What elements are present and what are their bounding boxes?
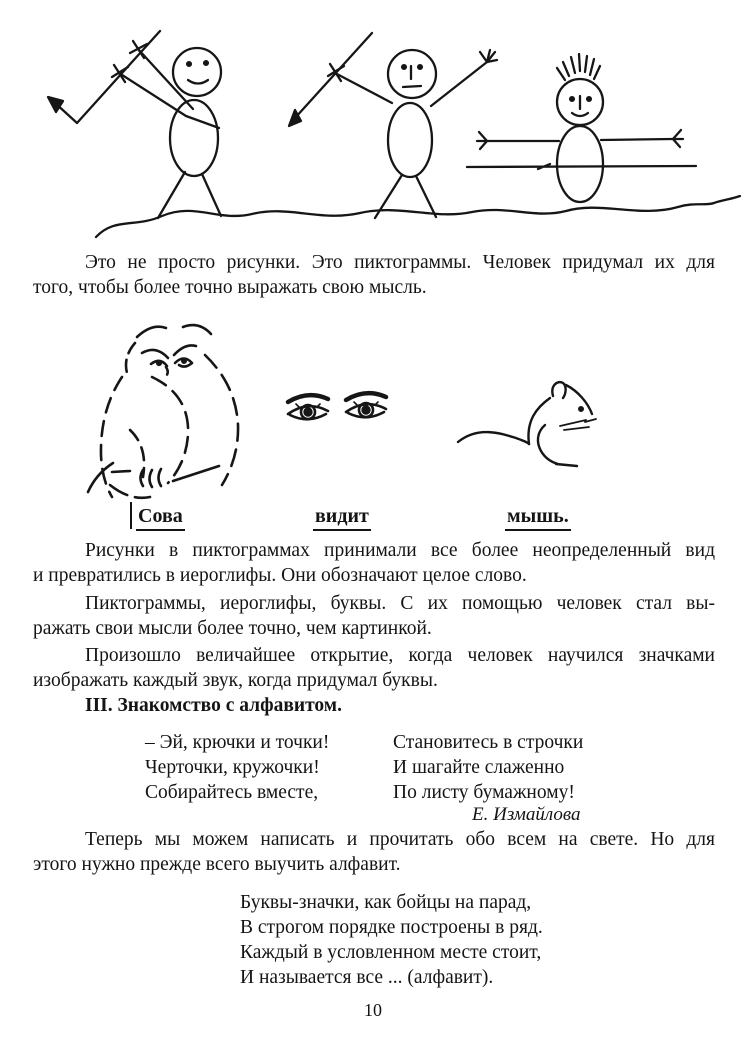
poem-1-left-column (145, 730, 329, 805)
paragraph-1 (33, 250, 715, 300)
text-line: Пиктограммы, иероглифы, буквы. С их помощью человек стал вы- (85, 593, 715, 614)
poem-2 (240, 890, 543, 990)
paragraph-2 (33, 538, 715, 588)
poem-line: Собирайтесь вместе, (145, 782, 319, 803)
poem-line: В строгом порядке построены в ряд. (240, 917, 543, 938)
person-throwing-spear (289, 33, 497, 218)
text-line: Теперь мы можем написать и прочитать обо всем на свете. Но для (85, 829, 715, 850)
poem-line: Буквы-значки, как бойцы на парад, (240, 892, 532, 913)
poem-1 (0, 730, 746, 830)
text-line: Рисунки в пиктограммах принимали все более неопределенный вид (85, 540, 715, 561)
poem-line: По листу бумажному! (393, 782, 575, 803)
mouse-drawing (458, 382, 596, 466)
section-heading: III. Знакомство с алфавитом. (85, 695, 342, 716)
paragraph-4 (33, 643, 715, 693)
text-line: и превратились в иероглифы. Они обозначают целое слово. (33, 565, 527, 586)
poem-line: Каждый в условленном месте стоит, (240, 942, 542, 963)
paragraph-3 (33, 591, 715, 641)
text-line: изображать каждый звук, когда придумал буквы. (33, 670, 438, 691)
poem-line: И шагайте слаженно (393, 757, 565, 778)
text-line: Произошло величайшее открытие, когда человек научился значками (85, 645, 715, 666)
text-line: того, чтобы более точно выражать свою мысль. (33, 277, 427, 298)
text-line: ражать свои мысли более точно, чем картинкой. (33, 618, 432, 639)
poem-line: Становитесь в строчки (393, 732, 584, 753)
pictogram-people-drawing (0, 0, 746, 250)
owl-eyes-mouse-drawing (0, 315, 746, 515)
owl-drawing (88, 325, 238, 498)
caption-sees: видит (313, 505, 371, 531)
page-number: 10 (364, 1000, 382, 1020)
paragraph-5 (33, 827, 715, 877)
poem-line: – Эй, крючки и точки! (145, 732, 330, 753)
text-line: этого нужно прежде всего выучить алфавит. (33, 854, 401, 875)
poem-author: Е. Измайлова (472, 804, 581, 825)
caption-mouse: мышь. (505, 505, 571, 531)
person-with-arms-outstretched (467, 54, 696, 202)
poem-line: И называется все ... (алфавит). (240, 967, 494, 988)
poem-line: Черточки, кружочки! (145, 757, 320, 778)
stray-mark (130, 502, 132, 529)
caption-owl: Сова (136, 505, 185, 531)
poem-1-right-column (393, 730, 583, 805)
ground-line (96, 196, 740, 237)
person-with-spear-raised (48, 31, 221, 218)
text-line: Это не просто рисунки. Это пиктограммы. Человек придумал их для (85, 252, 715, 273)
eyes-drawing (288, 393, 386, 419)
